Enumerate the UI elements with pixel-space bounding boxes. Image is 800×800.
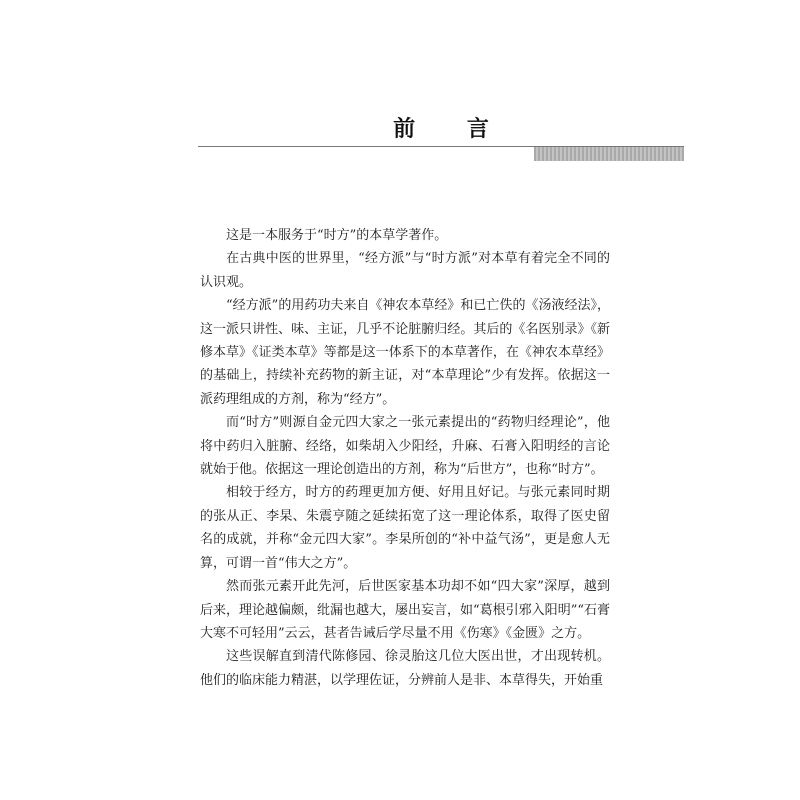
paragraph: 这些误解直到清代陈修园、徐灵胎这几位大医出世，才出现转机。他们的临床能力精湛，以学理佐证，分辨前人是非、本草得失，开始重 [200, 649, 610, 688]
paragraph: 相较于经方，时方的药理更加方便、好用且好记。与张元素同时期的张从正、李杲、朱震亨随之延续拓宽了这一理论体系，取得了医史留名的成就，并称“金元四大家”。李杲所创的“补中益气汤”，更是愈人无算，可谓一首“伟大之方”。 [200, 485, 610, 571]
paragraph: 而“时方”则源自金元四大家之一张元素提出的“药物归经理论”，他将中药归入脏腑、经络，如柴胡入少阳经，升麻、石膏入阳明经的言论就始于他。依据这一理论创造出的方剂，称为“后世方”，也称“时方”。 [200, 415, 610, 478]
paragraph: 这是一本服务于“时方”的本草学著作。 [226, 228, 448, 243]
paragraph: 在古典中医的世界里，“经方派”与“时方派”对本草有着完全不同的认识观。 [200, 251, 610, 290]
body-text [200, 224, 610, 692]
decorative-bar [534, 147, 684, 161]
paragraph: 然而张元素开此先河，后世医家基本功却不如“四大家”深厚，越到后来，理论越偏颇，纰漏也越大，屡出妄言，如“葛根引邪入阳明”“石膏大寒不可轻用”云云，甚者告诫后学尽量不用《伤寒》《金匮》之方。 [200, 579, 610, 641]
paragraph: “经方派”的用药功夫来自《神农本草经》和已亡佚的《汤液经法》，这一派只讲性、味、主证，几乎不论脏腑归经。其后的《名医别录》《新修本草》《证类本草》等都是这一体系下的本草著作，在《神农本草经》的基础上，持续补充药物的新主证，对“本草理论”少有发挥。依据这一派药理组成的方剂，称为“经方”。 [200, 298, 610, 407]
chapter-title: 前 言 [393, 116, 511, 142]
